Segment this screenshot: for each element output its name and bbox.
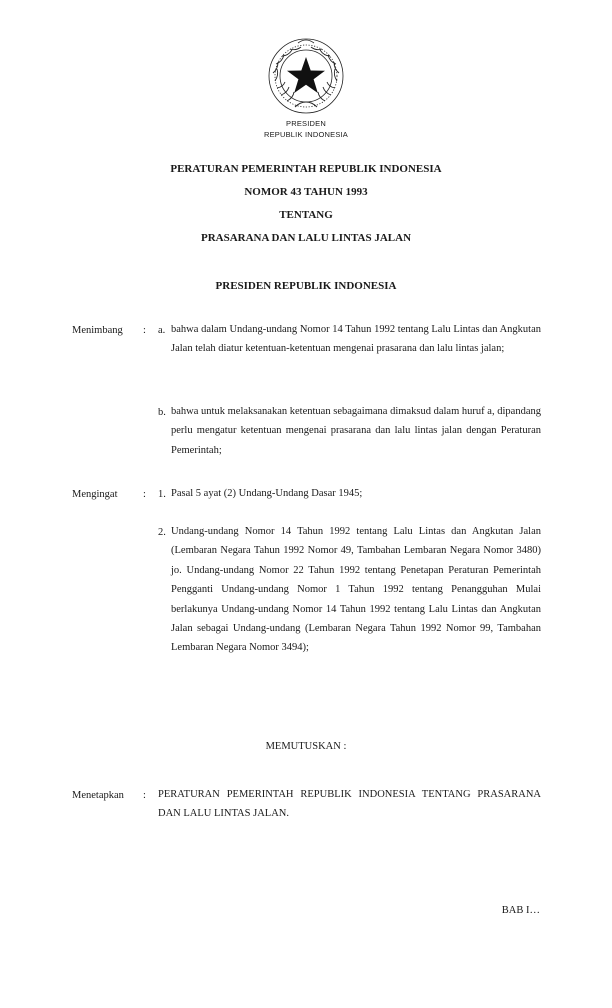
document-title-tentang: TENTANG [279, 209, 333, 221]
mengingat-marker-1: 1. [158, 489, 166, 500]
menimbang-item-b: bahwa untuk melaksanakan ketentuan sebagaimana dimaksud dalam huruf a, dipandang perlu mengatur ketentuan mengenai prasarana dan lalu lintas jalan dengan Peraturan Pemerintah; [171, 406, 541, 456]
document-title-line-1: PERATURAN PEMERINTAH REPUBLIK INDONESIA [170, 163, 442, 175]
next-page-indicator: BAB I… [501, 905, 540, 916]
emblem-caption-president: PRESIDEN [286, 119, 326, 128]
mengingat-marker-2: 2. [158, 527, 166, 538]
memutuskan-heading: MEMUTUSKAN : [265, 741, 347, 752]
menimbang-label: Menimbang [72, 325, 123, 336]
menimbang-marker-b: b. [158, 407, 166, 418]
president-heading: PRESIDEN REPUBLIK INDONESIA [215, 280, 397, 292]
emblem-caption-republic: REPUBLIK INDONESIA [263, 130, 349, 139]
mengingat-item-2: Undang-undang Nomor 14 Tahun 1992 tentang Lalu Lintas dan Angkutan Jalan (Lembaran Negara Tahun 1992 Nomor 49, Tambahan Lembaran Negara Nomor 3480) jo. Undang-undang Nomor 22 Tahun 1992 tentang Penetapan Peraturan Pemerintah Pengganti Undang-undang Nomor 1 Tahun 1992 tentang Penangguhan Mulai berlakunya Undang-undang Nomor 14 Tahun 1992 tentang Lalu Lintas dan Angkutan Jalan sebagai Undang-undang (Lembaran Negara Tahun 1992 Nomor 99, Tambahan Lembaran Negara Nomor 3494); [171, 526, 541, 654]
garuda-star-seal-icon [265, 33, 347, 115]
menimbang-colon: : [143, 325, 146, 336]
mengingat-item-1: Pasal 5 ayat (2) Undang-Undang Dasar 1945; [171, 488, 363, 499]
menetapkan-text: PERATURAN PEMERINTAH REPUBLIK INDONESIA TENTANG PRASARANA DAN LALU LINTAS JALAN. [158, 789, 541, 820]
mengingat-colon: : [143, 489, 146, 500]
menetapkan-colon: : [143, 790, 146, 801]
menetapkan-label: Menetapkan [72, 790, 124, 801]
document-title-number: NOMOR 43 TAHUN 1993 [244, 186, 368, 198]
document-title-subject: PRASARANA DAN LALU LINTAS JALAN [200, 232, 412, 244]
menimbang-item-a: bahwa dalam Undang-undang Nomor 14 Tahun 1992 tentang Lalu Lintas dan Angkutan Jalan telah diatur ketentuan-ketentuan mengenai prasarana dan lalu lintas jalan; [171, 324, 541, 355]
menimbang-marker-a: a. [158, 325, 166, 336]
mengingat-label: Mengingat [72, 489, 118, 500]
